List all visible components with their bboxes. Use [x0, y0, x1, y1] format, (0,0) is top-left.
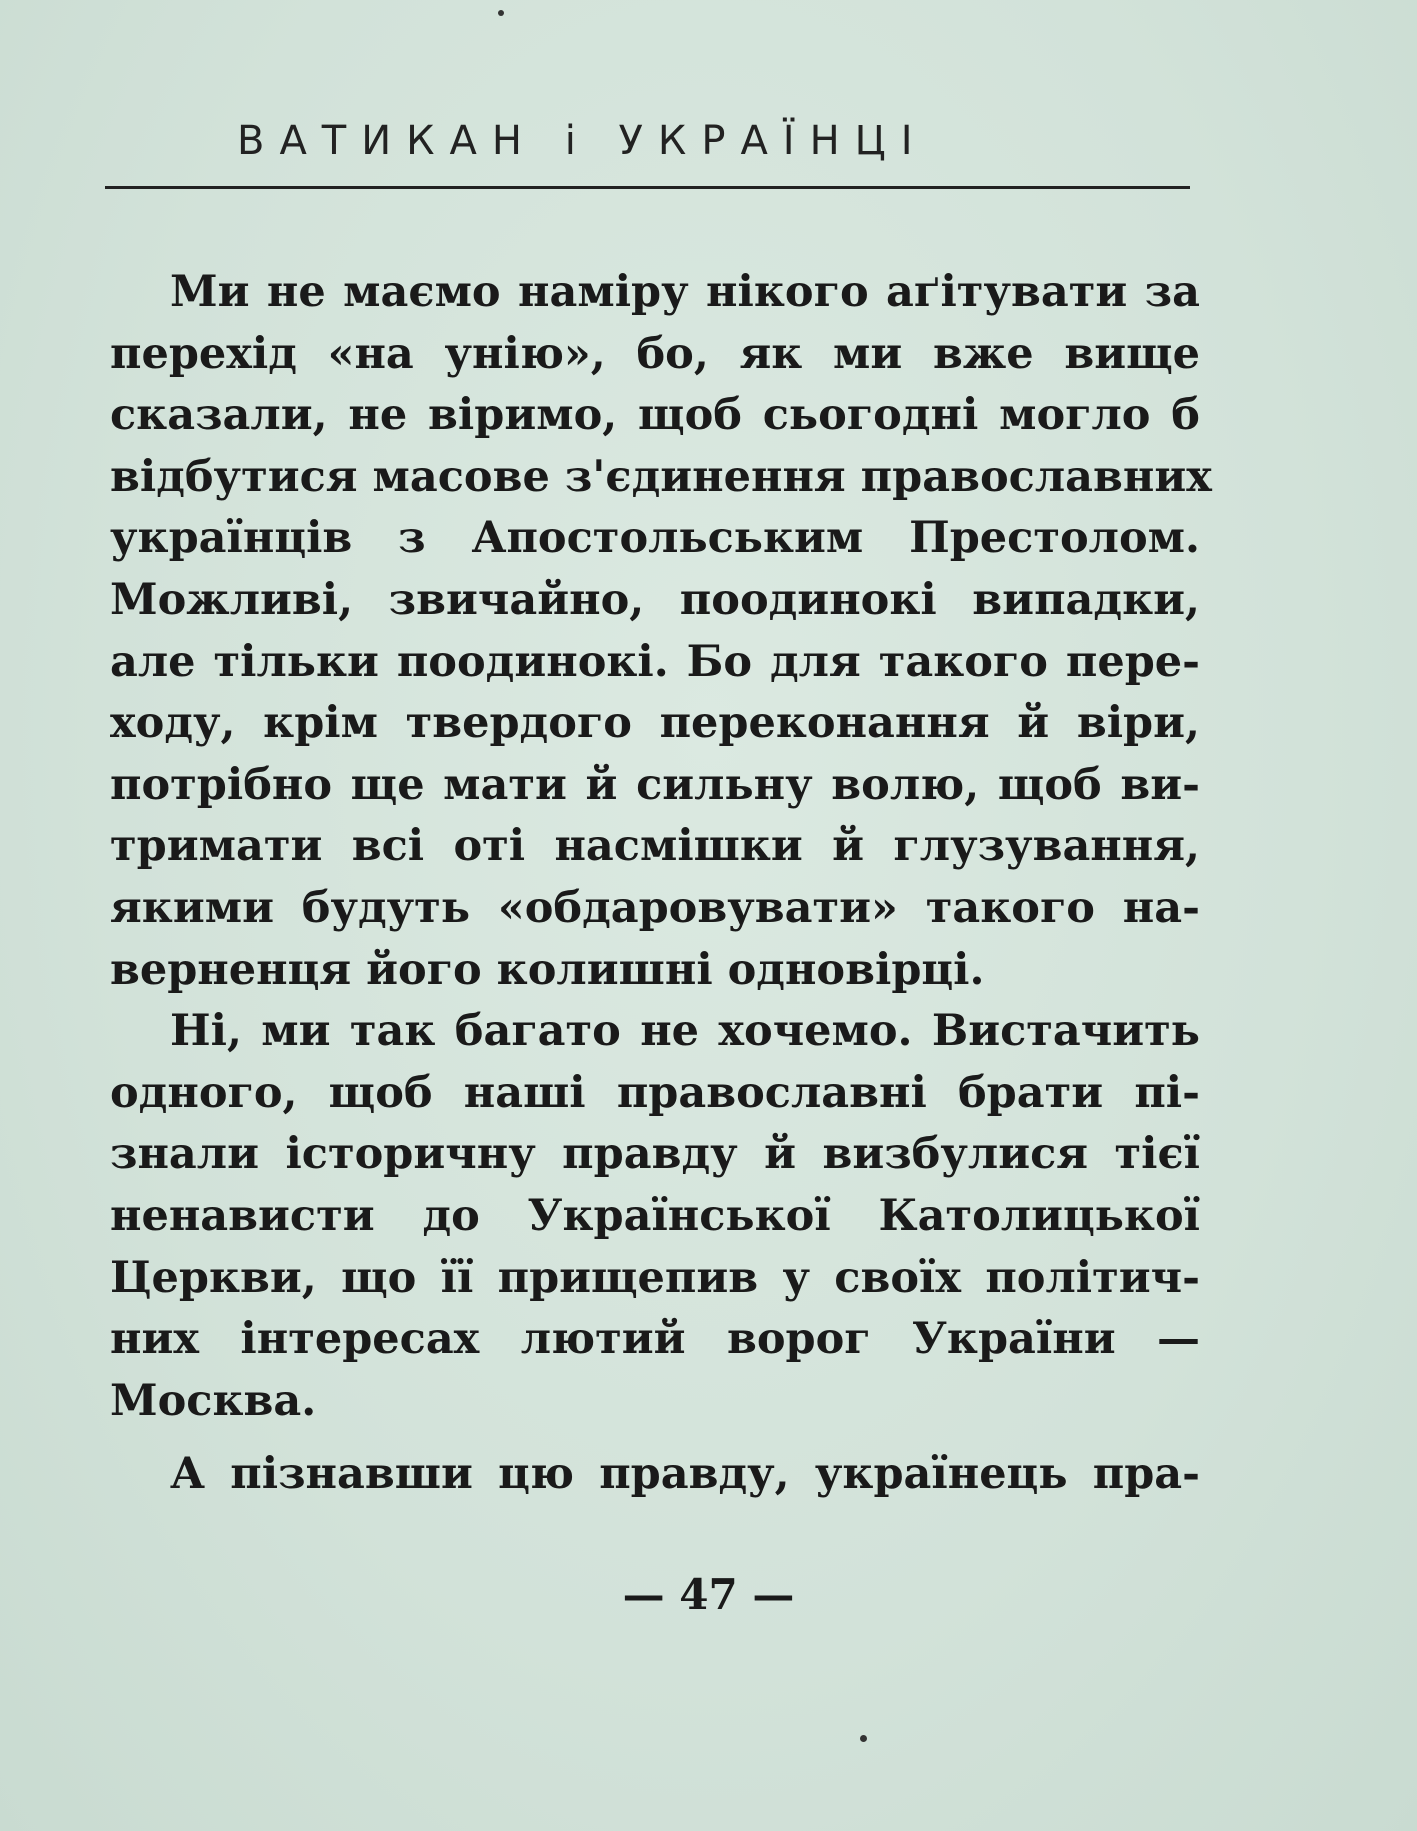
text-line: одного, щоб наші православні брати пі-	[110, 1067, 1200, 1118]
text-line: але тільки поодинокі. Бо для такого пере-	[110, 636, 1200, 687]
text-line: тримати всі оті насмішки й глузування,	[110, 821, 1200, 872]
text-line: ходу, крім твердого переконання й віри,	[110, 698, 1200, 749]
text-line: знали історичну правду й визбулися тієї	[110, 1129, 1200, 1180]
paragraph-2	[110, 1001, 1200, 1432]
text-line: А пізнавши цю правду, українець пра-	[170, 1449, 1200, 1500]
paper-speck	[498, 10, 504, 16]
text-line: Ми не маємо наміру нікого аґітувати за	[170, 267, 1200, 317]
text-line: потрібно ще мати й сильну волю, щоб ви-	[110, 759, 1200, 810]
paragraph-1	[110, 262, 1212, 1001]
text-line: українців з Апостольським Престолом.	[110, 513, 1200, 564]
text-line: сказали, не віримо, щоб сьогодні могло б	[110, 390, 1200, 441]
body-text	[110, 262, 1212, 1506]
text-line: них інтересах лютий ворог України —	[110, 1314, 1200, 1365]
paragraph-3	[110, 1444, 1200, 1506]
header-rule	[105, 186, 1190, 189]
text-line: верненця його колишні одновірці.	[110, 944, 985, 995]
paragraph-gap	[110, 1432, 1200, 1444]
paper-speck	[860, 1735, 867, 1742]
text-line: якими будуть «обдаровувати» такого на-	[110, 882, 1200, 933]
text-line: Москва.	[110, 1375, 317, 1426]
text-line: Можливі, звичайно, поодинокі випадки,	[110, 574, 1200, 625]
text-line: Ні, ми так багато не хочемо. Вистачить	[170, 1006, 1200, 1057]
text-line: відбутися масове з'єдинення православних	[110, 451, 1212, 502]
page-number: — 47 —	[622, 1570, 795, 1619]
running-head: ВАТИКАН і УКРАЇНЦІ	[237, 118, 928, 164]
text-line: Церкви, що її прищепив у своїх політич-	[110, 1252, 1200, 1303]
text-line: перехід «на унію», бо, як ми вже вище	[110, 328, 1200, 379]
text-line: ненависти до Української Католицької	[110, 1190, 1200, 1241]
